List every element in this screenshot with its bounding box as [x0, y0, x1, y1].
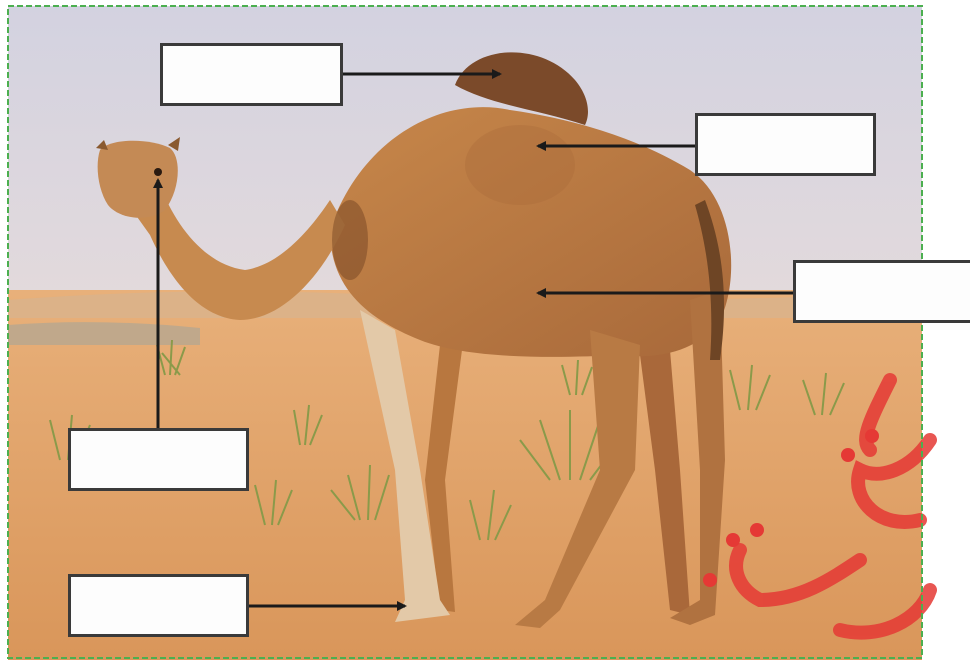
label-box-eye[interactable]	[68, 428, 249, 491]
label-box-skin[interactable]	[695, 113, 876, 176]
camel-eye	[154, 168, 162, 176]
label-box-foot[interactable]	[68, 574, 249, 637]
camel-head	[98, 141, 178, 218]
label-box-hump[interactable]	[160, 43, 343, 106]
label-box-body[interactable]	[793, 260, 970, 323]
